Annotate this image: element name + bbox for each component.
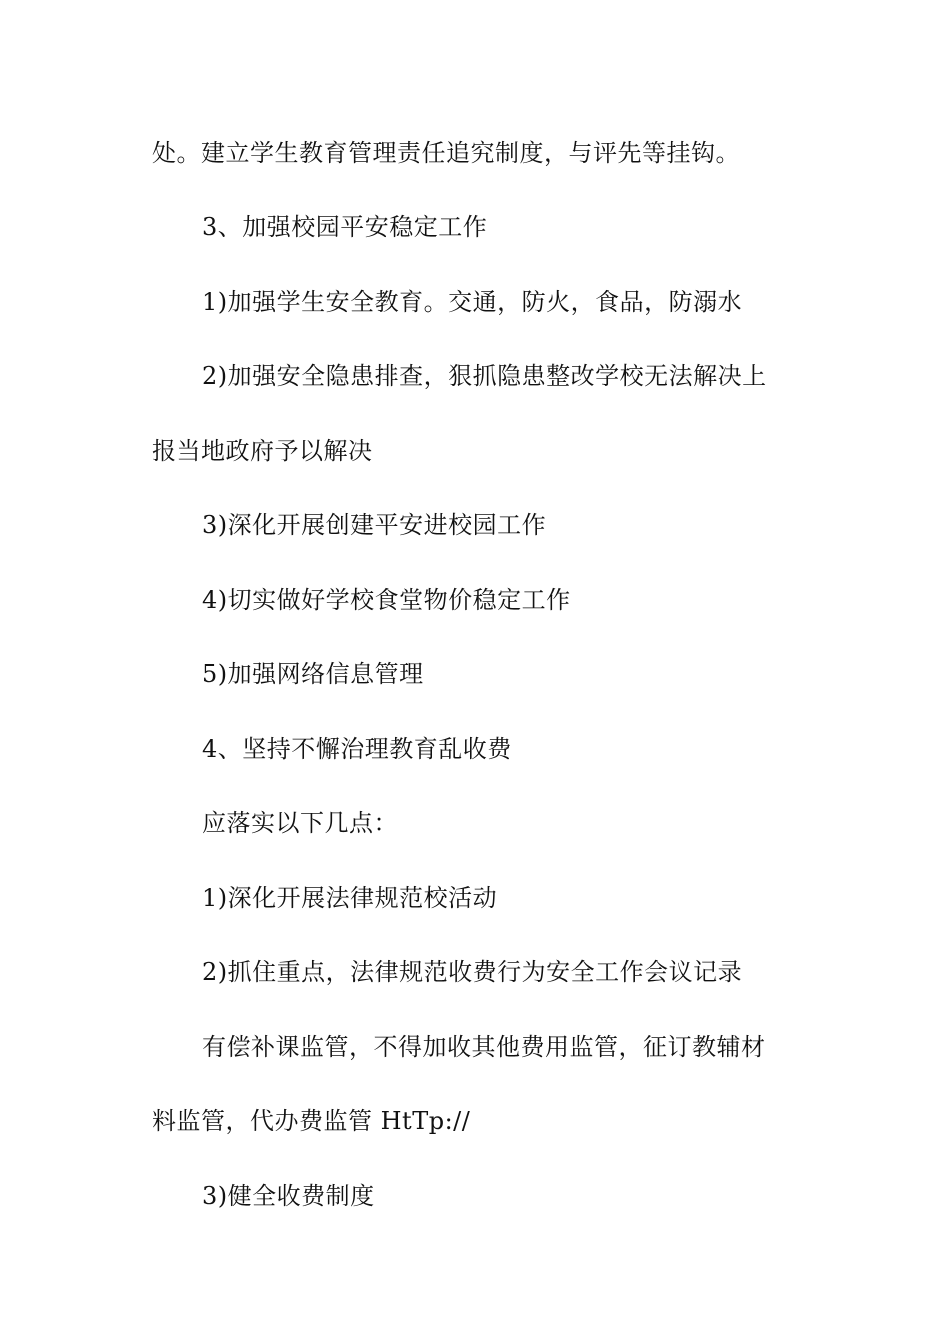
list-item: 5)加强网络信息管理 (202, 660, 424, 688)
paragraph-line: 有偿补课监管，不得加收其他费用监管，征订教辅材 (202, 1033, 766, 1061)
list-item: 4)切实做好学校食堂物价稳定工作 (202, 586, 571, 614)
list-item: 2)抓住重点，法律规范收费行为安全工作会议记录 (202, 958, 743, 986)
list-item: 1)加强学生安全教育。交通，防火，食品，防溺水 (202, 288, 743, 316)
list-item: 2)加强安全隐患排查，狠抓隐患整改学校无法解决上 (202, 362, 767, 390)
paragraph-line: 料监管，代办费监管 HtTp:// (152, 1107, 471, 1135)
list-item: 3)深化开展创建平安进校园工作 (202, 511, 547, 539)
paragraph-line: 报当地政府予以解决 (152, 437, 373, 465)
list-item: 3)健全收费制度 (202, 1182, 375, 1210)
list-item: 1)深化开展法律规范校活动 (202, 884, 498, 912)
paragraph-line: 处。建立学生教育管理责任追究制度，与评先等挂钩。 (152, 139, 740, 167)
section-heading: 4、坚持不懈治理教育乱收费 (202, 735, 512, 763)
paragraph-line: 应落实以下几点： (202, 809, 398, 837)
section-heading: 3、加强校园平安稳定工作 (202, 213, 488, 241)
